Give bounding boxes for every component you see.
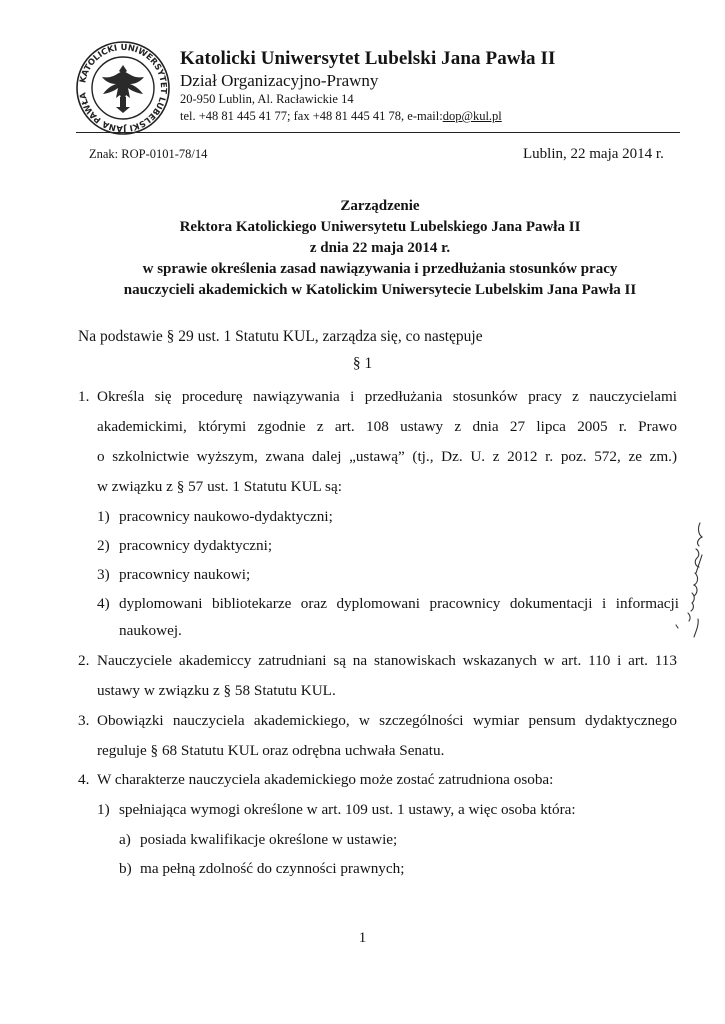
- subitem-number: 2): [97, 537, 110, 554]
- contact-phones: tel. +48 81 445 41 77; fax +48 81 445 41 78, e-mail:: [180, 109, 443, 123]
- item-1-line: o szkolnictwie wyższym, zwana dalej „ustawą” (tj., Dz. U. z 2012 r. poz. 572, ze zm.): [97, 448, 677, 465]
- title-line-5: nauczycieli akademickich w Katolickim Uniwersytecie Lubelskim Jana Pawła II: [123, 282, 637, 298]
- subitem-letter: a): [119, 831, 131, 848]
- reference-number: Znak: ROP-0101-78/14: [89, 147, 208, 161]
- subitem-text: pracownicy dydaktyczni;: [119, 537, 273, 554]
- page-number: 1: [358, 930, 367, 946]
- title-line-1: Zarządzenie: [340, 198, 420, 214]
- document-date: Lublin, 22 maja 2014 r.: [523, 146, 664, 162]
- subitem-text: naukowej.: [119, 622, 182, 639]
- section-heading: § 1: [352, 355, 373, 372]
- subitem-text: dyplomowani bibliotekarze oraz dyplomowani pracownicy dokumentacji i informacji: [119, 595, 679, 612]
- subitem-number: 1): [97, 801, 110, 818]
- item-2-line: ustawy w związku z § 58 Statutu KUL.: [97, 682, 336, 699]
- university-seal-logo: [76, 41, 170, 135]
- item-1-line: w związku z § 57 ust. 1 Statutu KUL są:: [97, 478, 342, 495]
- item-1-line: Określa się procedurę nawiązywania i przedłużania stosunków pracy z nauczycielami: [97, 388, 677, 405]
- svg-text:KATOLICKI UNIWERSYTET LUBELSKI: KATOLICKI UNIWERSYTET LUBELSKI JANA PAWŁA: [77, 41, 170, 135]
- item-number: 3.: [78, 712, 90, 729]
- item-number: 4.: [78, 771, 90, 788]
- handwritten-initials: [670, 515, 710, 645]
- title-line-4: w sprawie określenia zasad nawiązywania i przedłużania stosunków pracy: [142, 261, 618, 277]
- header-divider: [76, 132, 680, 133]
- item-1-line: akademickimi, którymi zgodnie z art. 108 ustawy z dnia 27 lipca 2005 r. Prawo: [97, 418, 677, 435]
- subitem-number: 1): [97, 508, 110, 525]
- email-link[interactable]: dop@kul.pl: [442, 109, 502, 123]
- item-number: 1.: [78, 388, 90, 405]
- subitem-number: 3): [97, 566, 110, 583]
- university-name: Katolicki Uniwersytet Lubelski Jana Pawła II: [180, 48, 556, 69]
- item-2-line: Nauczyciele akademiccy zatrudniani są na stanowiskach wskazanych w art. 110 i art. 113: [97, 652, 677, 669]
- department-name: Dział Organizacyjno-Prawny: [180, 71, 379, 90]
- item-3-line: Obowiązki nauczyciela akademickiego, w szczególności wymiar pensum dydaktycznego: [97, 712, 677, 729]
- title-line-3: z dnia 22 maja 2014 r.: [309, 240, 451, 256]
- item-number: 2.: [78, 652, 90, 669]
- subitem-number: 4): [97, 595, 110, 612]
- intro-paragraph: Na podstawie § 29 ust. 1 Statutu KUL, zarządza się, co następuje: [78, 328, 483, 345]
- item-4-line: W charakterze nauczyciela akademickiego może zostać zatrudniona osoba:: [97, 771, 554, 788]
- contact-line: [180, 109, 502, 124]
- subitem-text: posiada kwalifikacje określone w ustawie;: [140, 831, 398, 848]
- subitem-text: ma pełną zdolność do czynności prawnych;: [140, 860, 405, 877]
- address: 20-950 Lublin, Al. Racławickie 14: [180, 92, 354, 106]
- subitem-text: pracownicy naukowo-dydaktyczni;: [119, 508, 333, 525]
- subitem-text: spełniająca wymogi określone w art. 109 ust. 1 ustawy, a więc osoba która:: [119, 801, 576, 818]
- title-line-2: Rektora Katolickiego Uniwersytetu Lubelskiego Jana Pawła II: [179, 219, 581, 235]
- subitem-letter: b): [119, 860, 132, 877]
- subitem-text: pracownicy naukowi;: [119, 566, 251, 583]
- item-3-line: reguluje § 68 Statutu KUL oraz odrębna uchwała Senatu.: [97, 742, 445, 759]
